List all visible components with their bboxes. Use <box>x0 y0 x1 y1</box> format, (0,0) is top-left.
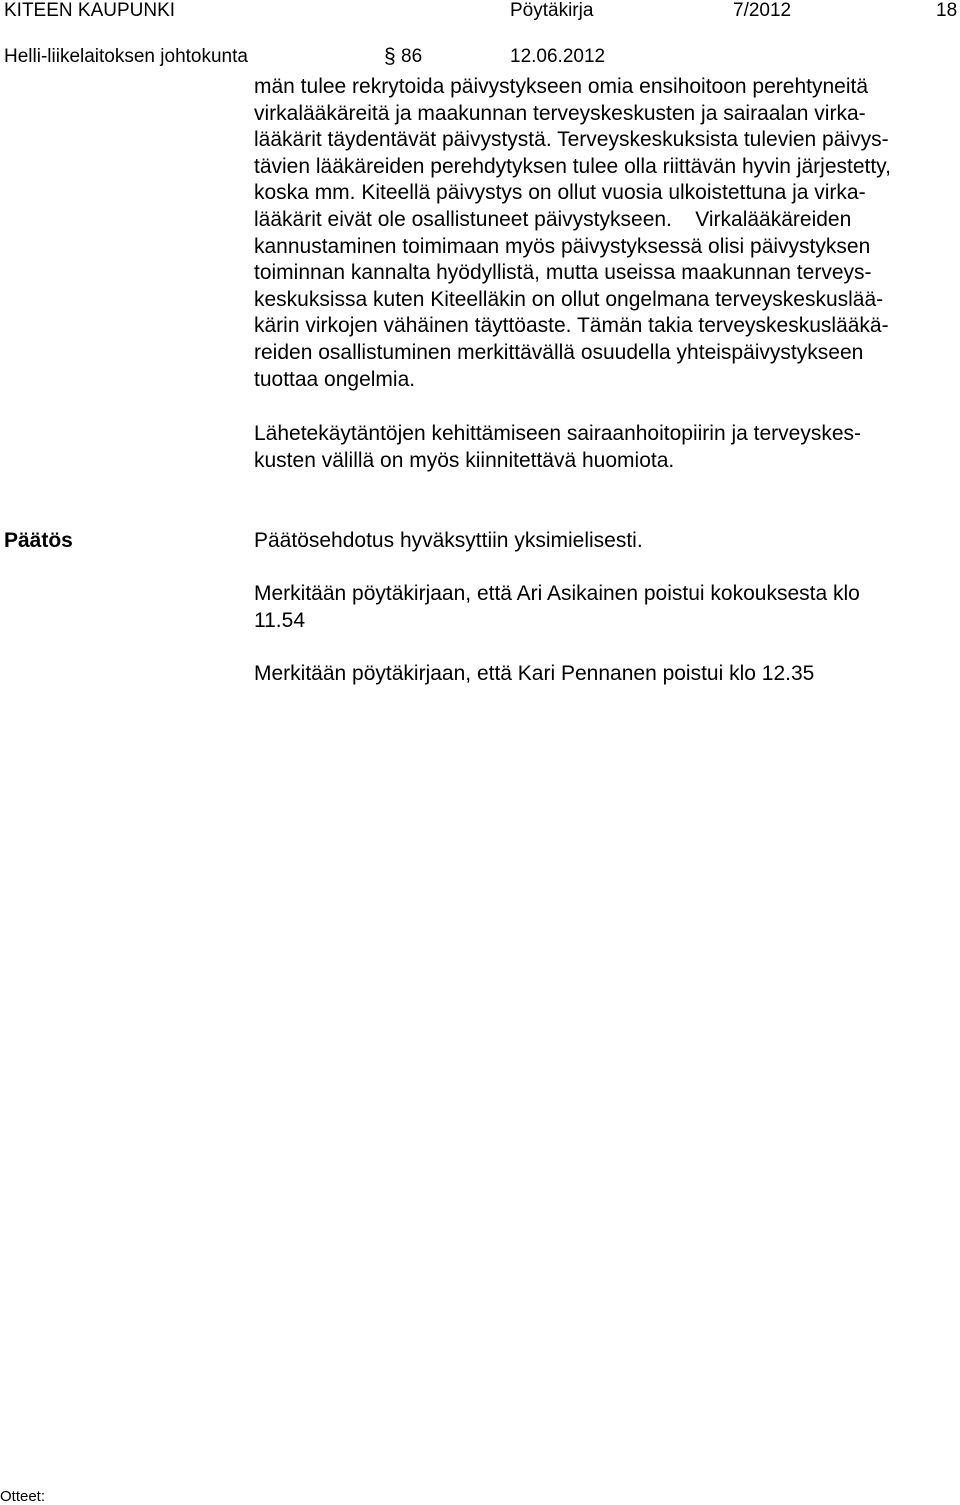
section-symbol: § <box>384 45 396 68</box>
text-line: koska mm. Kiteellä päivystys on ollut vuosia ulkoistettuna ja virka- <box>254 181 866 205</box>
decision-statement <box>254 528 643 555</box>
text-line: tuottaa ongelmia. <box>254 367 416 391</box>
organization-name: KITEEN KAUPUNKI <box>4 0 176 21</box>
page-number: 18 <box>936 0 958 21</box>
meeting-date: 12.06.2012 <box>510 46 606 67</box>
text-line: 11.54 <box>254 608 305 632</box>
section-number: 86 <box>401 46 423 67</box>
footer-extracts-label: Otteet: <box>0 1488 46 1505</box>
minutes-note-asikainen <box>254 581 860 634</box>
document-type: Pöytäkirja <box>510 0 594 21</box>
text-line: lääkärit eivät ole osallistuneet päivystykseen. Virkalääkäreiden <box>254 207 852 231</box>
minutes-note-pennanen <box>254 661 814 688</box>
text-line: kannustaminen toimimaan myös päivystyksessä olisi päivystyksen <box>254 234 871 258</box>
text-line: kusten välillä on myös kiinnitettävä huomiota. <box>254 448 675 472</box>
text-line: Merkitään pöytäkirjaan, että Kari Pennanen poistui klo 12.35 <box>254 662 815 685</box>
issue-number: 7/2012 <box>733 0 792 21</box>
text-line: virkalääkäreitä ja maakunnan terveyskeskusten ja sairaalan virka- <box>254 101 866 125</box>
text-line: Merkitään pöytäkirjaan, että Ari Asikainen poistui kokouksesta klo <box>254 582 860 605</box>
text-line: kärin virkojen vähäinen täyttöaste. Tämän takia terveyskeskuslääkä- <box>254 314 889 338</box>
governing-body: Helli-liikelaitoksen johtokunta <box>4 46 248 67</box>
body-paragraph-2 <box>254 421 954 474</box>
decision-label: Päätös <box>4 529 73 552</box>
text-line: Päätösehdotus hyväksyttiin yksimielisesti. <box>254 529 643 552</box>
text-line: keskuksissa kuten Kiteelläkin on ollut ongelmana terveyskeskuslää- <box>254 287 884 311</box>
text-line: toiminnan kannalta hyödyllistä, mutta useissa maakunnan terveys- <box>254 261 872 285</box>
text-line: män tulee rekrytoida päivystykseen omia ensihoitoon perehtyneitä <box>254 75 869 98</box>
text-line: Lähetekäytäntöjen kehittämiseen sairaanhoitopiirin ja terveyskes- <box>254 422 862 445</box>
body-paragraph-1 <box>254 74 954 393</box>
text-line: tävien lääkäreiden perehdytyksen tulee olla riittävän hyvin järjestetty, <box>254 154 891 178</box>
text-line: reiden osallistuminen merkittävällä osuudella yhteispäivystykseen <box>254 340 864 364</box>
text-line: lääkärit täydentävät päivystystä. Terveyskeskuksista tulevien päivys- <box>254 128 889 152</box>
